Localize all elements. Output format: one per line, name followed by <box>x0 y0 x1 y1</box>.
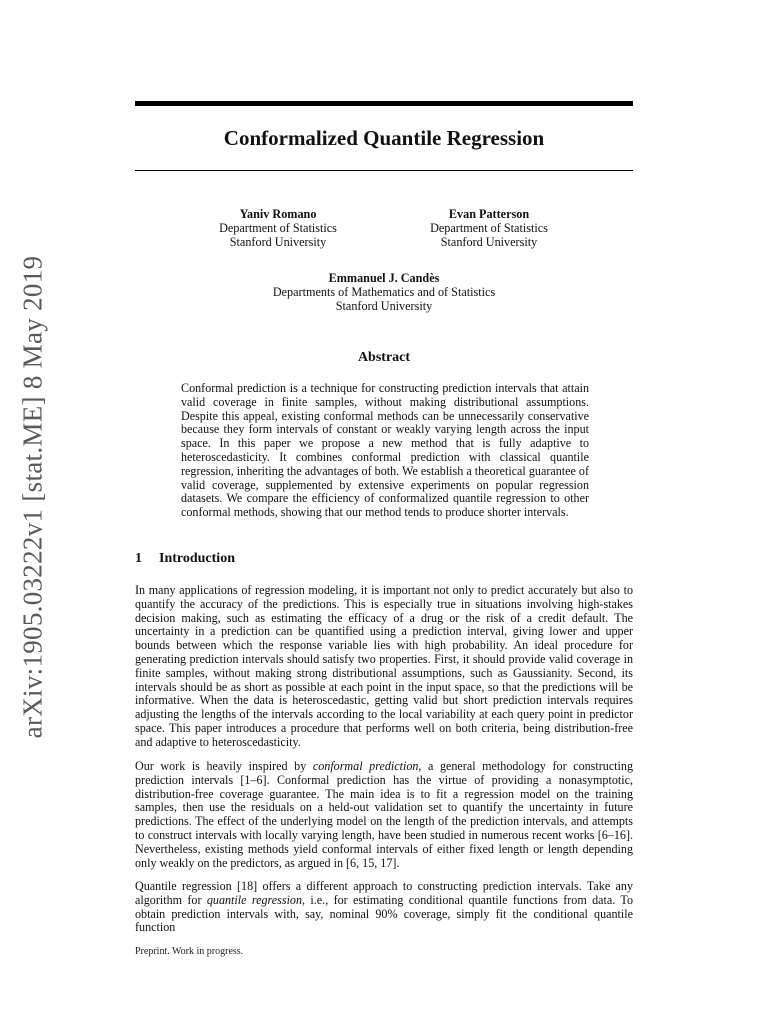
author-name: Evan Patterson <box>448 207 530 221</box>
abstract-heading: Abstract <box>357 350 411 365</box>
author-department: Departments of Mathematics and of Statistics <box>272 285 496 299</box>
section-number: 1 <box>135 551 142 566</box>
abstract-text: Conformal prediction is a technique for constructing prediction intervals that attain valid coverage in finite samples, without making distributional assumptions. Despite this appeal, existing conformal methods can be unnecessarily conservative because they form intervals of constant or weakly varying length across the input space. In this paper we propose a new method that is fully adaptive to heteroscedasticity. It combines conformal prediction with classical quantile regression, inheriting the advantages of both. We establish a theoretical guarantee of valid coverage, supplemented by extensive experiments on popular regression datasets. We compare the efficiency of conformalized quantile regression to other conformal methods, showing that our method tends to produce shorter intervals. <box>181 381 589 520</box>
author-affiliation: Stanford University <box>229 235 327 249</box>
author-block <box>389 207 589 249</box>
body-paragraph <box>135 760 633 870</box>
section-heading <box>135 551 633 567</box>
body-paragraph: In many applications of regression modeling, it is important not only to predict accurately but also to quantify the accuracy of the predictions. This is especially true in situations involving high-stakes decision making, such as estimating the efficacy of a drug or the risk of a credit default. The uncertainty in a prediction can be quantified using a prediction interval, giving lower and upper bounds between which the response variable lies with high probability. An ideal procedure for generating prediction intervals should satisfy two properties. First, it should provide valid coverage in finite samples, without making strong distributional assumptions, such as Gaussianity. Second, its intervals should be as short as possible at each point in the input space, so that the predictions will be informative. When the data is heteroscedastic, getting valid but short prediction intervals requires adjusting the lengths of the intervals according to the local variability at each query point in predictor space. This paper introduces a procedure that performs well on both criteria, being distribution-free and adaptive to heteroscedasticity. <box>135 583 633 749</box>
paragraph-text: Quantile regression [18] offers a different approach to constructing prediction intervals. Take any algorithm for <box>135 879 633 907</box>
paragraph-text: , a general methodology for constructing prediction intervals [1–6]. Conformal prediction has the virtue of providing a nonasymptotic, distribution-free coverage guarantee. The main idea is to fit a regression model on the training samples, then use the residuals on a held-out validation set to quantify the uncertainty in future predictions. The effect of the underlying model on the length of the prediction intervals, and attempts to construct intervals with locally varying length, have been studied in numerous recent works [6–16]. Nevertheless, existing methods yield conformal intervals of either fixed length or length depending only weakly on the predictors, as argued in [6, 15, 17]. <box>135 759 633 870</box>
paper-title: Conformalized Quantile Regression <box>223 126 545 150</box>
section-title: Introduction <box>159 551 235 566</box>
paragraph-text: Our work is heavily inspired by <box>135 759 313 773</box>
emphasized-term: conformal prediction <box>312 759 419 773</box>
author-name: Yaniv Romano <box>239 207 317 221</box>
paragraph-text: , i.e., for estimating conditional quantile functions from data. To obtain prediction intervals with, say, nominal 90% coverage, simply fit the conditional quantile function <box>135 892 634 935</box>
preprint-footer: Preprint. Work in progress. <box>135 946 244 957</box>
author-department: Department of Statistics <box>430 221 548 235</box>
emphasized-term: quantile regression <box>206 892 303 907</box>
author-name: Emmanuel J. Candès <box>328 271 440 285</box>
title-bottom-rule <box>135 170 633 171</box>
author-affiliation: Stanford University <box>335 299 433 313</box>
author-block <box>178 207 378 249</box>
arxiv-identifier-stamp <box>8 255 58 739</box>
author-affiliation: Stanford University <box>440 235 538 249</box>
author-block <box>234 271 534 313</box>
author-department: Department of Statistics <box>219 221 337 235</box>
body-paragraph <box>135 880 633 935</box>
arxiv-identifier-text: arXiv:1905.03222v1 [stat.ME] 8 May 2019 <box>17 255 48 739</box>
title-top-rule <box>135 101 633 106</box>
